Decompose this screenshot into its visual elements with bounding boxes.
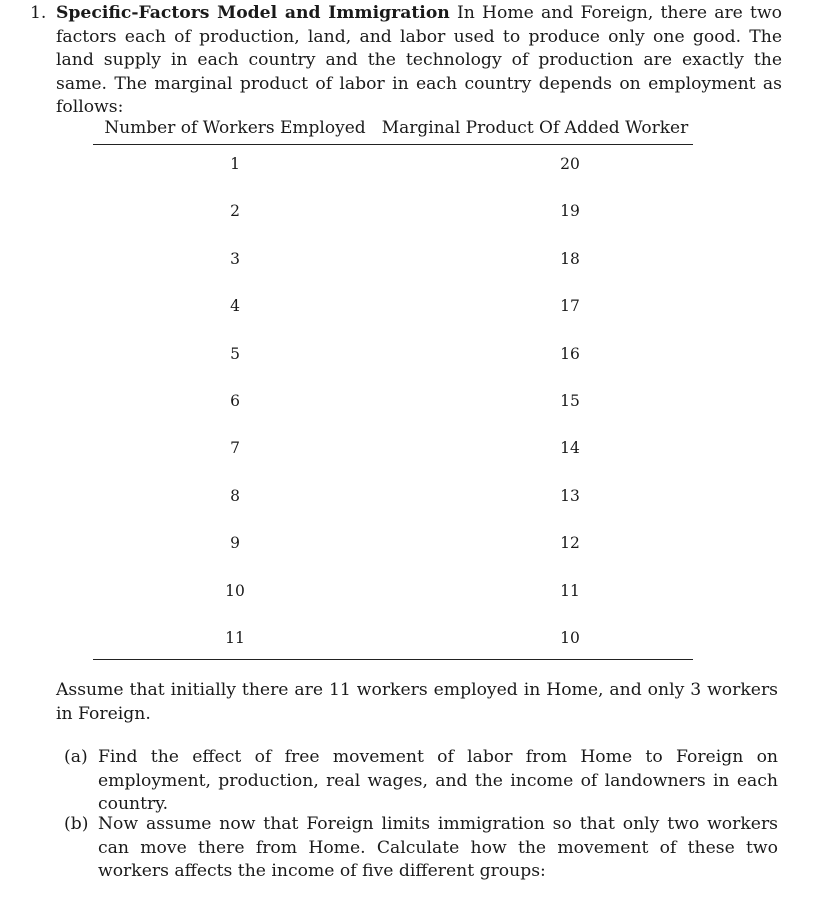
cell-workers: 5 (230, 344, 240, 363)
part-b (64, 813, 778, 884)
cell-marginal-product: 10 (377, 627, 693, 660)
cell-workers: 7 (230, 439, 240, 458)
table-row (93, 343, 693, 390)
table-row (93, 200, 693, 247)
problem-body (56, 2, 782, 120)
cell-marginal-product: 20 (560, 155, 580, 173)
cell-workers: 3 (230, 249, 240, 268)
cell-workers: 1 (230, 155, 240, 173)
assumption-paragraph: Assume that initially there are 11 workers employed in Home, and only 3 workers in Foreign. (56, 680, 778, 724)
cell-marginal-product: 14 (560, 439, 580, 458)
cell-workers: 4 (230, 297, 240, 316)
cell-marginal-product: 15 (560, 391, 580, 410)
header-workers-employed: Number of Workers Employed (93, 112, 377, 145)
part-a (64, 746, 778, 817)
table-row (93, 248, 693, 295)
table-row (93, 437, 693, 484)
cell-marginal-product: 16 (560, 344, 580, 363)
problem-1 (30, 2, 782, 120)
cell-workers: 11 (93, 627, 377, 660)
table-row (93, 485, 693, 532)
part-b-text: Now assume now that Foreign limits immigration so that only two workers can move there from Home. Calculate how the movement of these two workers affects the income of five different groups: (98, 814, 778, 881)
table-row (93, 390, 693, 437)
cell-marginal-product: 13 (560, 486, 580, 505)
marginal-product-table (93, 112, 693, 660)
table-row (93, 145, 693, 201)
cell-workers: 9 (230, 534, 240, 553)
problem-number: 1. (30, 3, 47, 23)
part-a-label: (a) (64, 747, 88, 767)
header-marginal-product: Marginal Product Of Added Worker (377, 112, 693, 145)
problem-title: Specific-Factors Model and Immigration (56, 3, 450, 23)
cell-workers: 6 (230, 391, 240, 410)
cell-marginal-product: 19 (560, 202, 580, 221)
table-row (93, 627, 693, 660)
table-header-row (93, 112, 693, 145)
cell-marginal-product: 18 (560, 249, 580, 268)
cell-marginal-product: 12 (560, 534, 580, 553)
table-row (93, 295, 693, 342)
cell-marginal-product: 17 (560, 297, 580, 316)
cell-workers: 10 (225, 581, 245, 600)
problem-intro: In Home and Foreign, there are two factors each of production, land, and labor used to produce only one good. The land supply in each country and the technology of production are exactly the same. The marginal product of labor in each country depends on employment as follows: (56, 3, 783, 117)
cell-workers: 2 (230, 202, 240, 221)
cell-workers: 8 (230, 486, 240, 505)
table-row (93, 532, 693, 579)
table-row (93, 580, 693, 627)
part-a-text: Find the effect of free movement of labor from Home to Foreign on employment, production, real wages, and the income of landowners in each country. (98, 747, 778, 814)
part-b-label: (b) (64, 814, 89, 834)
cell-marginal-product: 11 (560, 581, 580, 600)
